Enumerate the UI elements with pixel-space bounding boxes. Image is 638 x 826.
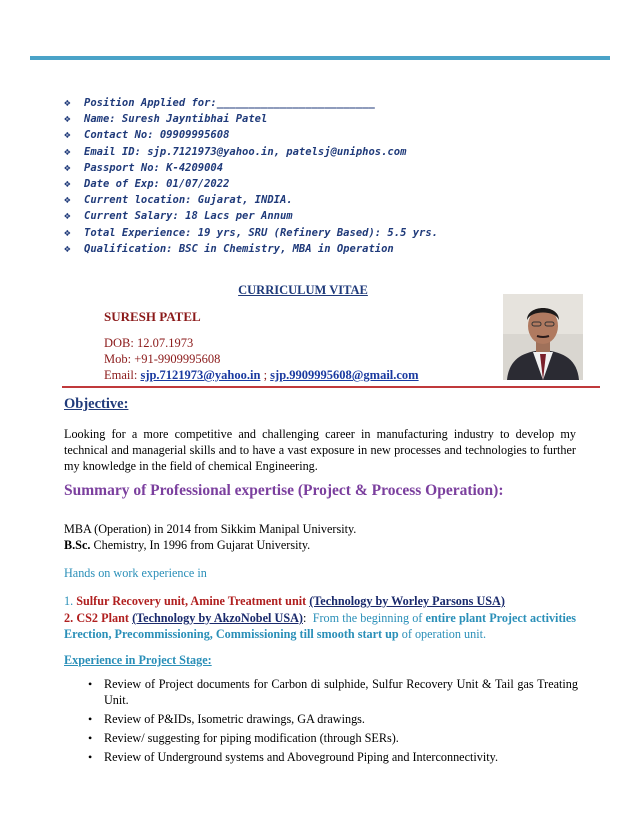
item-technology: (Technology by Worley Parsons USA) — [309, 594, 505, 608]
email-separator: ; — [260, 368, 271, 382]
summary-item: ❖ Current Salary: 18 Lacs per Annum — [64, 208, 584, 224]
summary-item: ❖ Total Experience: 19 yrs, SRU (Refinery Based): 5.5 yrs. — [64, 225, 584, 241]
diamond-bullet-icon: ❖ — [64, 209, 71, 223]
list-item: • Review of P&IDs, Isometric drawings, GA drawings. — [88, 712, 365, 726]
item-text-c: of operation unit. — [401, 627, 487, 641]
experience-heading: Experience in Project Stage: — [64, 653, 212, 667]
summary-item: ❖ Date of Exp: 01/07/2022 — [64, 176, 584, 192]
profile-photo — [503, 294, 583, 380]
summary-item: ❖ Name: Suresh Jayntibhai Patel — [64, 111, 584, 127]
list-item: • Review of Underground systems and Aboveground Piping and Interconnectivity. — [88, 750, 498, 764]
summary-item: ❖ Qualification: BSC in Chemistry, MBA in Operation — [64, 241, 584, 257]
experience-list — [88, 676, 578, 768]
summary-item: ❖ Position Applied for:_________________________ — [64, 95, 584, 111]
item-text-a: From the beginning of — [312, 611, 423, 625]
diamond-bullet-icon: ❖ — [64, 96, 71, 109]
bullet-icon: • — [88, 712, 93, 726]
summary-list — [64, 95, 584, 257]
bsc-line — [64, 538, 310, 553]
email-label: Email: — [104, 368, 141, 382]
bsc-label: B.Sc. — [64, 538, 91, 552]
experience-item-2 — [64, 610, 576, 642]
diamond-bullet-icon: ❖ — [64, 160, 71, 174]
item-number: 2. — [64, 611, 74, 625]
dob: DOB: 12.07.1973 — [104, 336, 194, 350]
experience-item-1 — [64, 594, 505, 609]
diamond-bullet-icon: ❖ — [64, 128, 71, 142]
objective-heading: Objective: — [64, 396, 129, 412]
list-item: • Review of Project documents for Carbon di sulphide, Sulfur Recovery Unit & Tail gas Treating Unit. — [88, 677, 578, 707]
item-text-b: entire plant Project activities Erection, Precommissioning, Commissioning till smooth start up — [64, 611, 577, 641]
bullet-icon: • — [88, 731, 93, 745]
email-line — [104, 368, 419, 383]
summary-item: ❖ Contact No: 09909995608 — [64, 127, 584, 143]
diamond-bullet-icon: ❖ — [64, 176, 71, 190]
bullet-icon: • — [88, 677, 93, 691]
cv-title: CURRICULUM VITAE — [238, 283, 368, 297]
diamond-bullet-icon: ❖ — [64, 112, 71, 126]
bullet-icon: • — [88, 750, 93, 764]
item-unit: Sulfur Recovery unit, Amine Treatment unit — [76, 594, 307, 608]
bsc-detail: Chemistry, In 1996 from Gujarat University. — [90, 538, 311, 552]
diamond-bullet-icon: ❖ — [64, 241, 71, 255]
objective-text: Looking for a more competitive and challenging career in manufacturing industry to develop my technical and managerial skills and to have a vast exposure in new processes and technologies to further my knowledge in the field of chemical Engineering. — [64, 427, 576, 473]
summary-item: ❖ Email ID: sjp.7121973@yahoo.in, patelsj@uniphos.com — [64, 144, 584, 160]
diamond-bullet-icon: ❖ — [64, 144, 71, 158]
email-link-2[interactable]: sjp.9909995608@gmail.com — [270, 368, 419, 382]
candidate-name: SURESH PATEL — [104, 309, 201, 324]
mobile: Mob: +91-9909995608 — [104, 352, 221, 366]
diamond-bullet-icon: ❖ — [64, 225, 71, 239]
diamond-bullet-icon: ❖ — [64, 193, 71, 207]
mba-line: MBA (Operation) in 2014 from Sikkim Manipal University. — [64, 522, 357, 536]
item-colon: : — [302, 611, 307, 625]
email-link-1[interactable]: sjp.7121973@yahoo.in — [140, 368, 261, 382]
item-technology: (Technology by AkzoNobel USA) — [132, 611, 303, 625]
section-divider — [62, 386, 600, 388]
item-unit: CS2 Plant — [76, 611, 129, 625]
summary-heading: Summary of Professional expertise (Project & Process Operation): — [64, 482, 504, 499]
summary-item: ❖ Current location: Gujarat, INDIA. — [64, 192, 584, 208]
hands-on-label: Hands on work experience in — [64, 566, 207, 580]
top-divider — [30, 56, 610, 60]
item-number: 1. — [64, 594, 74, 608]
summary-item: ❖ Passport No: K-4209004 — [64, 160, 584, 176]
list-item: • Review/ suggesting for piping modification (through SERs). — [88, 731, 399, 745]
